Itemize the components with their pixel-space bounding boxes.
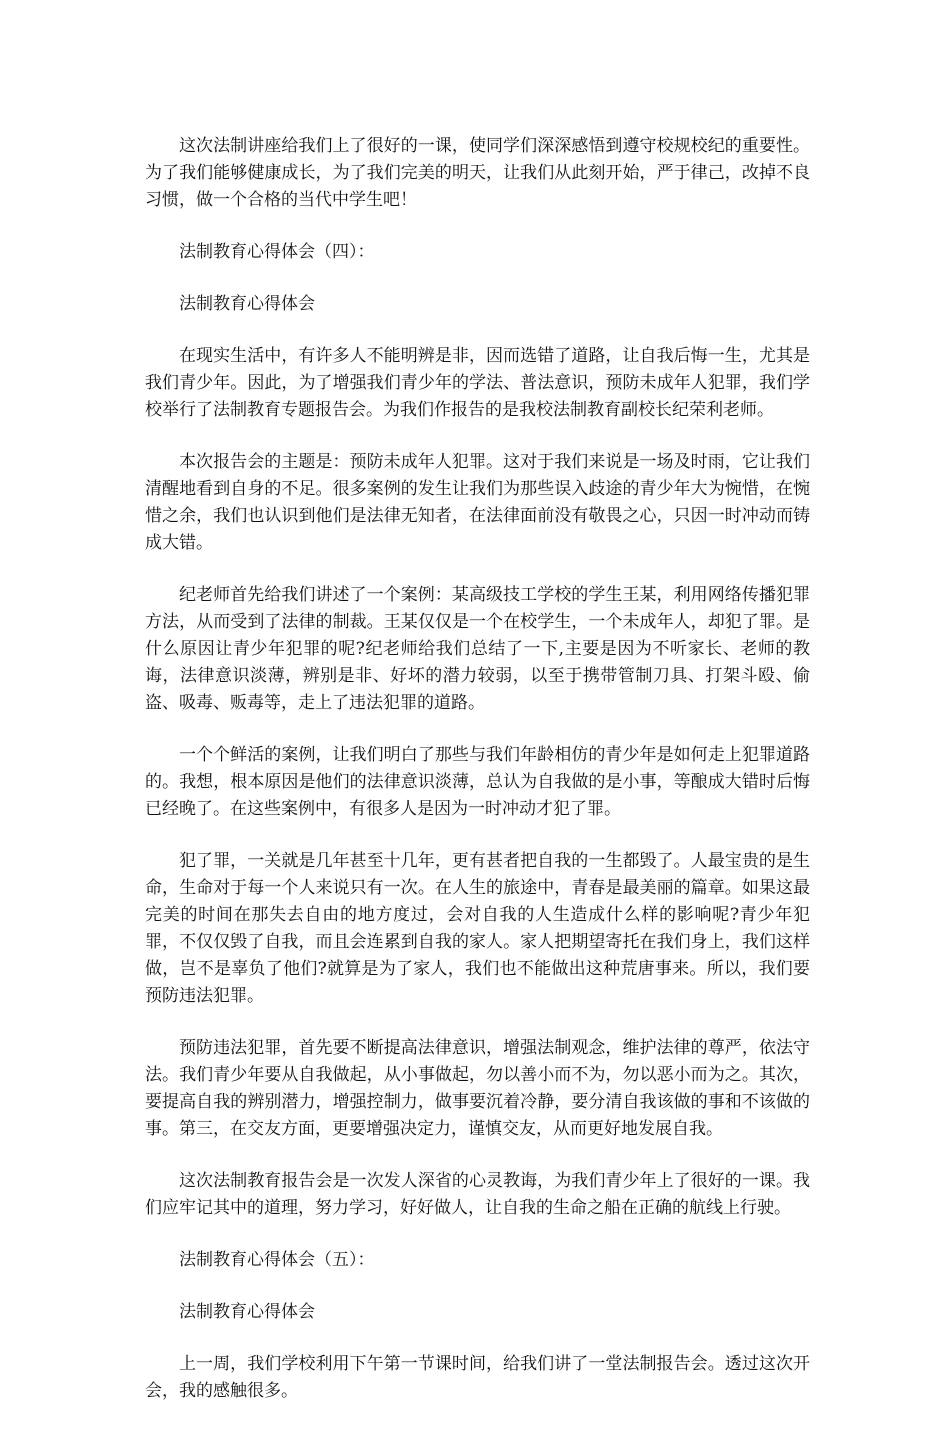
paragraph-reflection-4: 一个个鲜活的案例，让我们明白了那些与我们年龄相仿的青少年是如何走上犯罪道路的。我想，根本原因是他们的法律意识淡薄，总认为自我做的是小事，等酿成大错时后悔已经晚了。在这些案例中，有很多人是因为一时冲动才犯了罪。 (145, 745, 810, 819)
paragraph-intro-4: 在现实生活中，有许多人不能明辨是非，因而选错了道路，让自我后悔一生，尤其是我们青少年。因此，为了增强我们青少年的学法、普法意识，预防未成年人犯罪，我们学校举行了法制教育专题报告会。为我们作报告的是我校法制教育副校长纪荣利老师。 (145, 346, 810, 420)
paragraph-prevention-4: 预防违法犯罪，首先要不断提高法律意识，增强法制观念，维护法律的尊严，依法守法。我们青少年要从自我做起，从小事做起，勿以善小而不为，勿以恶小而为之。其次，要提高自我的辨别潜力，增强控制力，做事要沉着冷静，要分清自我该做的事和不该做的事。第三，在交友方面，更要增强决定力，谨慎交友，从而更好地发展自我。 (145, 1038, 810, 1139)
paragraph-conclusion-part3: 这次法制讲座给我们上了很好的一课，使同学们深深感悟到遵守校规校纪的重要性。为了我们能够健康成长，为了我们完美的明天，让我们从此刻开始，严于律己，改掉不良习惯，做一个合格的当代中学生吧！ (145, 136, 810, 210)
article-title-5: 法制教育心得体会 (179, 1302, 315, 1322)
document-page (145, 133, 810, 1430)
paragraph-consequence-4: 犯了罪，一关就是几年甚至十几年，更有甚者把自我的一生都毁了。人最宝贵的是生命，生命对于每一个人来说只有一次。在人生的旅途中，青春是最美丽的篇章。如果这最完美的时间在那失去自由的地方度过，会对自我的人生造成什么样的影响呢?青少年犯罪，不仅仅毁了自我，而且会连累到自我的家人。家人把期望寄托在我们身上，我们这样做，岂不是辜负了他们?就算是为了家人，我们也不能做出这种荒唐事来。所以，我们要预防违法犯罪。 (145, 851, 810, 1006)
paragraph-intro-5: 上一周，我们学校利用下午第一节课时间，给我们讲了一堂法制报告会。透过这次开会，我的感触很多。 (145, 1354, 810, 1401)
paragraph-case-4: 纪老师首先给我们讲述了一个案例：某高级技工学校的学生王某，利用网络传播犯罪方法，从而受到了法律的制裁。王某仅仅是一个在校学生，一个未成年人，却犯了罪。是什么原因让青少年犯罪的呢?纪老师给我们总结了一下,主要是因为不听家长、老师的教诲，法律意识淡薄，辨别是非、好坏的潜力较弱，以至于携带管制刀具、打架斗殴、偷盗、吸毒、贩毒等，走上了违法犯罪的道路。 (145, 585, 810, 713)
article-title-4: 法制教育心得体会 (179, 294, 315, 314)
paragraph-theme-4: 本次报告会的主题是：预防未成年人犯罪。这对于我们来说是一场及时雨，它让我们清醒地看到自身的不足。很多案例的发生让我们为那些误入歧途的青少年大为惋惜，在惋惜之余，我们也认识到他们是法律无知者，在法律面前没有敬畏之心，只因一时冲动而铸成大错。 (145, 452, 810, 553)
paragraph-conclusion-4: 这次法制教育报告会是一次发人深省的心灵教诲，为我们青少年上了很好的一课。我们应牢记其中的道理，努力学习，好好做人，让自我的生命之船在正确的航线上行驶。 (145, 1171, 810, 1218)
section-heading-4: 法制教育心得体会（四）： (179, 242, 375, 262)
section-heading-5: 法制教育心得体会（五）： (179, 1250, 375, 1270)
